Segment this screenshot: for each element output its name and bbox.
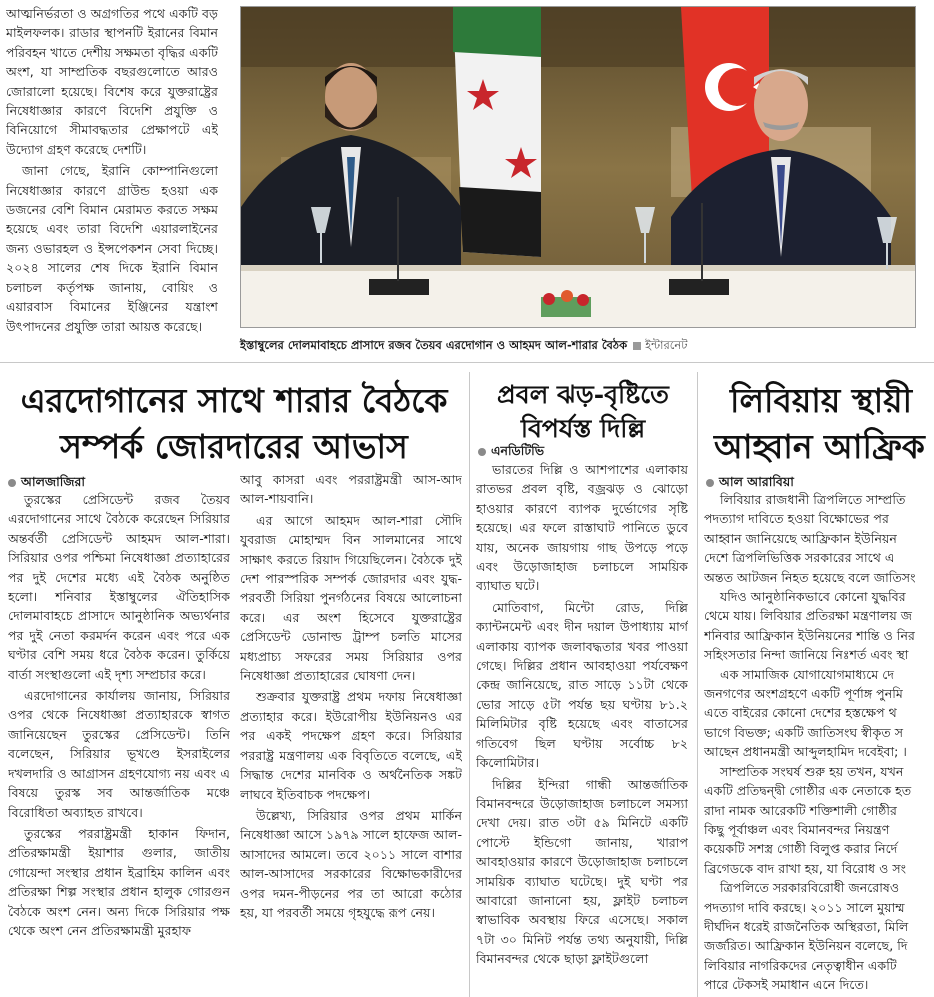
paragraph: আবু কাসরা এবং পররাষ্ট্রমন্ত্রী আস-আদ আল-শায়বানি। (240, 472, 462, 507)
text-line: রাদা নামক আরেকটি শক্তিশালী গোষ্ঠীর (704, 802, 897, 818)
paragraph: মোতিবাগ, মিন্টো রোড, দিল্লি ক্যান্টনমেন্ট এবং দীন দয়াল উপাধ্যায় মার্গ এলাকায় ব্যাপক জলাবদ্ধতার খবর পাওয়া গেছে। দিল্লির প্রধান আবহাওয়া পর্যবেক্ষণ কেন্দ্র জানিয়েছে, রাত সাড়ে ১১টা থেকে ভোর সাড়ে ৫টা পর্যন্ত ছয় ঘণ্টায় ৮১.২ মিলিমিটার বৃষ্টি হয়েছে এবং বাতাসের গতিবেগ ছিল ঘণ্টায় সর্বোচ্চ ৮২ কিলোমিটার। (476, 599, 688, 771)
news-photo (240, 6, 916, 328)
text-line: আছেন প্রধানমন্ত্রী আব্দুলহামিদ দবেইবা; । (704, 744, 907, 760)
article-1-column-2 (240, 470, 462, 997)
source-label: আলজাজিরা (21, 474, 85, 489)
headline-line: প্রবল ঝড়-বৃষ্টিতে (497, 380, 669, 409)
text-line: ভাগে বিভক্ত; একটি জাতিসংঘ স্বীকৃত স (704, 724, 904, 740)
text-line: পদত্যাগ দাবিতে হওয়া বিক্ষোভের পর (704, 511, 889, 527)
headline-line: আহ্বান আফ্রিক (714, 427, 925, 466)
paragraph: এর আগে আহমদ আল-শারা সৌদি যুবরাজ মোহাম্মদ বিন সালমানের সাথে সাক্ষাৎ করতে রিয়াদ গিয়েছিলেন। বৈঠকে দুই দেশ পারস্পরিক সম্পর্ক জোরদার এবং যুদ্ধ-পরবর্তী সিরিয়া পুনর্গঠনের বিষয়ে আলোচনা করে। এর অংশ হিসেবে যুক্তরাষ্ট্রের প্রেসিডেন্ট ডোনাল্ড ট্রাম্প চলতি মাসের মধ্যপ্রাচ্য সফরের সময় সিরিয়ার ওপর নিষেধাজ্ঞা প্রত্যাহারের ঘোষণা দেন। (240, 512, 462, 684)
paragraph: ভারতের দিল্লি ও আশপাশের এলাকায় রাতভর প্রবল বৃষ্টি, বজ্রঝড় ও ঝোড়ো হাওয়ার কারণে ব্যাপক দুর্ভোগের সৃষ্টি হয়েছে। এর ফলে রাস্তাঘাট পানিতে ডুবে যায়, অনেক জায়গায় গাছ উপড়ে পড়ে এবং উড়োজাহাজ চলাচলে সাময়িক ব্যাঘাত ঘটে। (476, 462, 688, 594)
text-line: কয়েকটি সশস্ত্র গোষ্ঠী বিলুপ্ত করার নির্দে (704, 841, 898, 857)
photo-caption (240, 337, 930, 356)
text-line: কিছু পূর্বাঞ্চল এবং বিমানবন্দর নিয়ন্ত্রণ (704, 821, 890, 837)
text-line: দেশে ত্রিপলিভিত্তিক সরকারের সাথে এ (704, 550, 895, 566)
article-2-headline (472, 378, 694, 446)
meeting-photo-illustration (241, 7, 916, 328)
text-line: লিবিয়ার নাগরিকদের নেতৃত্বাধীন একটি (704, 957, 897, 973)
source-label: আল আরাবিয়া (719, 474, 794, 489)
text-line: থেমে যায়। লিবিয়ার প্রতিরক্ষা মন্ত্রণালয় জ (704, 608, 913, 624)
paragraph: আত্মনির্ভরতা ও অগ্রগতির পথে একটি বড় মাইলফলক। রাডার স্থাপনটি ইরানের বিমান পরিবহন খাতে দেশীয় সক্ষমতা বৃদ্ধির একটি অংশ, যা সাম্প্রতিক বছরগুলোতে আরও জোরালো হয়েছে। বিশেষ করে যুক্তরাষ্ট্রের নিষেধাজ্ঞার কারণে বিদেশি প্রযুক্তি ও বিনিয়োগে সীমাবদ্ধতার প্রেক্ষাপটে এই উদ্যোগ গ্রহণ করেছে দেশটি। (6, 6, 218, 157)
paragraph: তুরস্কের পররাষ্ট্রমন্ত্রী হাকান ফিদান, প্রতিরক্ষামন্ত্রী ইয়াশার গুলার, জাতীয় গোয়েন্দা সংস্থার প্রধান ইব্রাহিম কালিন এবং প্রতিরক্ষা শিল্প সংস্থার প্রধান হালুক গোরগুন বৈঠকে অংশ নেন। অন্য দিকে সিরিয়ার পক্ষ থেকে অংশ নেন প্রতিরক্ষামন্ত্রী মুরহাফ (8, 825, 230, 938)
column-divider (469, 372, 470, 997)
paragraph: শুক্রবার যুক্তরাষ্ট্র প্রথম দফায় নিষেধাজ্ঞা প্রত্যাহার করে। ইউরোপীয় ইউনিয়নও এর পর একই পদক্ষেপ গ্রহণ করে। সিরিয়ার পররাষ্ট্র মন্ত্রণালয় এক বিবৃতিতে বলেছে, এই সিদ্ধান্ত দেশের মানবিক ও অর্থনৈতিক সঙ্কট লাঘবে ইতিবাচক পদক্ষেপ। (240, 689, 462, 802)
headline-line: সম্পর্ক জোরদারের আভাস (60, 427, 408, 466)
text-line: ত্রিপলিতে সরকারবিরোধী জনরোষও (720, 880, 900, 896)
paragraph: এরদোগানের কার্যালয় জানায়, সিরিয়ার ওপর থেকে নিষেধাজ্ঞা প্রত্যাহারকে স্বাগত জানিয়েছেন তুরস্কের প্রেসিডেন্ট। তিনি বলেছেন, সিরিয়ার ভূখণ্ডে ইসরাইলের দখলদারি ও আগ্রাসন গ্রহণযোগ্য নয় এবং এ বিষয়ে তুরস্ক সব আন্তর্জাতিক মঞ্চে বিরোধিতা অব্যাহত রাখবে। (8, 688, 230, 820)
text-line: এক সামাজিক যোগাযোগমাধ্যমে দে (720, 666, 894, 682)
article-2-column (476, 460, 688, 997)
headline-line: লিবিয়ায় স্থায়ী (730, 381, 913, 420)
text-line: আহ্বান জানিয়েছে আফ্রিকান ইউনিয়ন (704, 530, 897, 546)
text-line: পদত্যাগ দাবি করছে। ২০১১ সালে মুয়াম্ম (704, 899, 905, 915)
bullet-icon (478, 448, 486, 456)
text-line: লিবিয়ার রাজধানী ত্রিপলিতে সাম্প্রতি (720, 492, 906, 507)
top-left-article-text (6, 4, 218, 362)
text-line: সাম্প্রতিক সংঘর্ষ শুরু হয় তখন, যখন (720, 763, 904, 779)
photo-credit: ইন্টারনেট (645, 338, 688, 352)
section-divider (0, 362, 934, 363)
text-line: ব্রিগেডকে বাদ রাখা হয়, যা বিরোধ ও সং (704, 860, 907, 876)
column-divider (697, 372, 698, 997)
text-line: এতে বাইরের কোনো দেশের হস্তক্ষেপ থ (704, 705, 897, 721)
bullet-icon (8, 479, 16, 487)
text-line: জনগণের অংশগ্রহণে একটি পূর্ণাঙ্গ পুনমি (704, 686, 903, 702)
paragraph: দিল্লির ইন্দিরা গান্ধী আন্তর্জাতিক বিমানবন্দরে উড়োজাহাজ চলাচলে সমস্যা দেখা দেয়। রাত ৩টা ৫৯ মিনিটে একটি পোস্টে ইন্ডিগো জানায়, খারাপ আবহাওয়ার কারণে উড়োজাহাজ চলাচলে সাময়িক ব্যাঘাত ঘটেছে। দুই ঘণ্টা পর আবারো জানানো হয়, ফ্লাইট চলাচল স্বাভাবিক অবস্থায় ফিরে এসেছে। সকাল ৭টা ৩০ মিনিট পর্যন্ত তথ্য অনুযায়ী, দিল্লি বিমানবন্দর থেকে ছাড়া ফ্লাইটগুলো (476, 776, 688, 967)
credit-square-icon (633, 342, 641, 350)
text-line: অন্তত আটজন নিহত হয়েছে বলে জাতিসং (704, 569, 916, 585)
text-line: শনিবার আফ্রিকান ইউনিয়নের শান্তি ও নির (704, 627, 915, 643)
source-label: এনডিটিভি (491, 443, 545, 458)
text-line: যদিও আনুষ্ঠানিকভাবে কোনো যুদ্ধবির (720, 589, 906, 605)
bullet-icon (706, 479, 714, 487)
paragraph: জানা গেছে, ইরানি কোম্পানিগুলো নিষেধাজ্ঞার কারণে গ্রাউন্ড হওয়া এক ডজনের বেশি বিমান মেরামত করতে সক্ষম হয়েছে এবং তারা বিদেশি এয়ারলাইনের জন্য ওভারহল ও ইন্সপেকশন সেবা দিচ্ছে। ২০২৪ সালের শেষ দিকে ইরানি বিমান চলাচল কর্তৃপক্ষ জানায়, বোয়িং ও এয়ারবাস বিমানের ইঞ্জিনের যন্ত্রাংশ উৎপাদনের প্রযুক্তি তারা আয়ত্ত করেছে। (6, 163, 218, 334)
paragraph: তুরস্কের প্রেসিডেন্ট রজব তৈয়ব এরদোগানের সাথে বৈঠকে করেছেন সিরিয়ার অন্তর্বর্তী প্রেসিডেন্ট আহমদ আল-শারা। সিরিয়ার ওপর পশ্চিমা নিষেধাজ্ঞা প্রত্যাহারের পর দুই দেশের মধ্যে এই বৈঠক অনুষ্ঠিত হলো। শনিবার ইস্তাম্বুলের ঐতিহাসিক দোলমাবাহচে প্রাসাদে আনুষ্ঠানিক অভ্যর্থনার পর দুই নেতা করমর্দন করেন এবং পরে এক ঘণ্টার বেশি সময় ধরে বৈঠক করেন। তুর্কিয়ে বার্তা সংস্থাগুলো এই দৃশ্য সম্প্রচার করে। (8, 492, 230, 682)
article-1-column-1 (8, 490, 230, 997)
text-line: দীর্ঘদিন ধরেই রাজনৈতিক অস্থিরতা, মিলি (704, 918, 909, 934)
headline-line: এরদোগানের সাথে শারার বৈঠকে (20, 381, 448, 420)
text-line: সহিংসতার নিন্দা জানিয়ে নিঃশর্ত এবং স্থা (704, 647, 909, 663)
syrian-flag (453, 7, 541, 257)
caption-text: ইস্তাম্বুলের দোলমাবাহচে প্রাসাদে রজব তৈয়ব এরদোগান ও আহমদ আল-শারার বৈঠক (240, 338, 628, 352)
headline-line: বিপর্যস্ত দিল্লি (520, 414, 646, 443)
article-3-column (704, 490, 934, 997)
paragraph: উল্লেখ্য, সিরিয়ার ওপর প্রথম মার্কিন নিষেধাজ্ঞা আসে ১৯৭৯ সালে হাফেজ আল-আসাদের আমলে। তবে ২০১১ সালে বাশার আল-আসাদের সরকারের বিক্ষোভকারীদের ওপর দমন-পীড়নের পর তা আরো কঠোর হয়, যা পরবর্তী সময়ে গৃহযুদ্ধে রূপ নেয়। (240, 807, 462, 920)
text-line: পারে টেকসই সমাধান এনে দিতে। (704, 977, 869, 993)
text-line: একটি প্রতিদ্বন্দ্বী গোষ্ঠীর এক নেতাকে হত (704, 783, 912, 799)
text-line: জর্জরিত। আফ্রিকান ইউনিয়ন বলেছে, দি (704, 938, 908, 954)
article-3-headline (700, 378, 934, 470)
article-1-headline (4, 378, 464, 470)
